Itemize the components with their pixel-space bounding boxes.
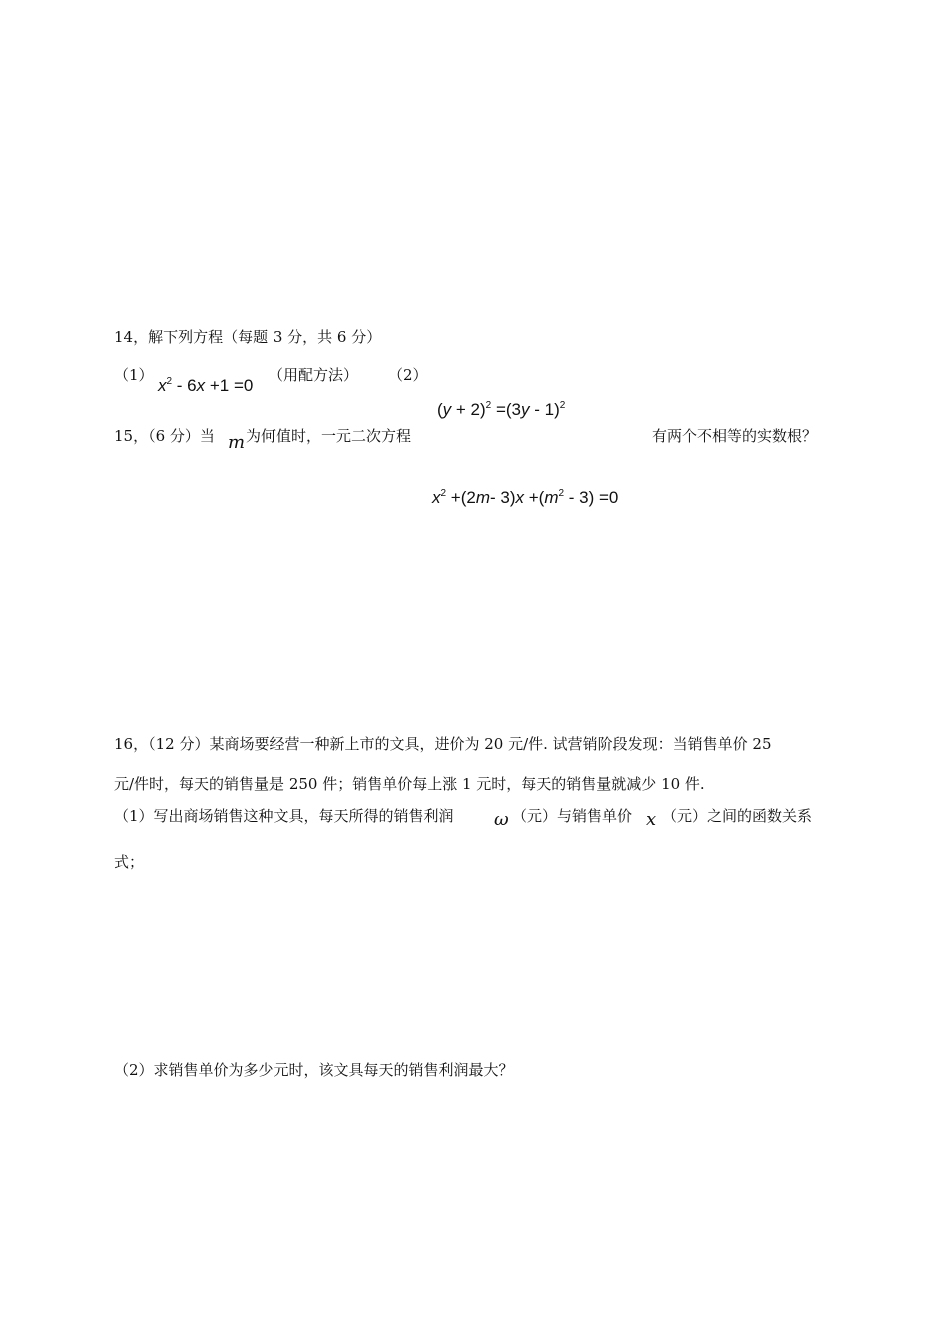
q16-part1-c: （元）之间的函数关系 [662,807,813,825]
q16-line2: 元/件时，每天的销售量是 250 件；销售单价每上涨 1 元时，每天的销售量就减少 10 件. [114,775,705,793]
q14-part2-equation: $(y + 2)^2 =(3y - 1)^2$ [437,400,566,419]
q14-part2-number: （2） [388,366,428,384]
q14-part1-note: （用配方法） [268,366,359,384]
q16-variable-x: x [646,809,657,830]
q16-variable-omega: ω [494,809,509,830]
q16-part1-b: （元）与销售单价 [512,807,633,825]
q16-part1-a: （1）写出商场销售这种文具，每天所得的销售利润 [114,807,454,825]
q16-part2: （2）求销售单价为多少元时，该文具每天的销售利润最大？ [114,1061,514,1079]
q15-equation: $x^2 +(2m-$ $3)x +(m^2 - 3) =0$ [432,488,619,507]
q14-part1-equation: $x^2 - 6x +1 =0$ [158,376,254,395]
q15-suffix: 有两个不相等的实数根？ [652,427,818,445]
q15-variable-m: m [228,432,246,453]
q14-heading: 14，解下列方程（每题 3 分，共 6 分） [114,328,382,346]
q15-prefix: 15，（6 分）当 [114,427,215,445]
q14-part1-number: （1） [114,366,154,384]
q16-part1-d: 式； [114,853,145,871]
q16-line1: 16，（12 分）某商场要经营一种新上市的文具，进价为 20 元/件. 试营销阶段发现：当销售单价 25 [114,735,772,753]
q15-middle: 为何值时，一元二次方程 [246,427,412,445]
